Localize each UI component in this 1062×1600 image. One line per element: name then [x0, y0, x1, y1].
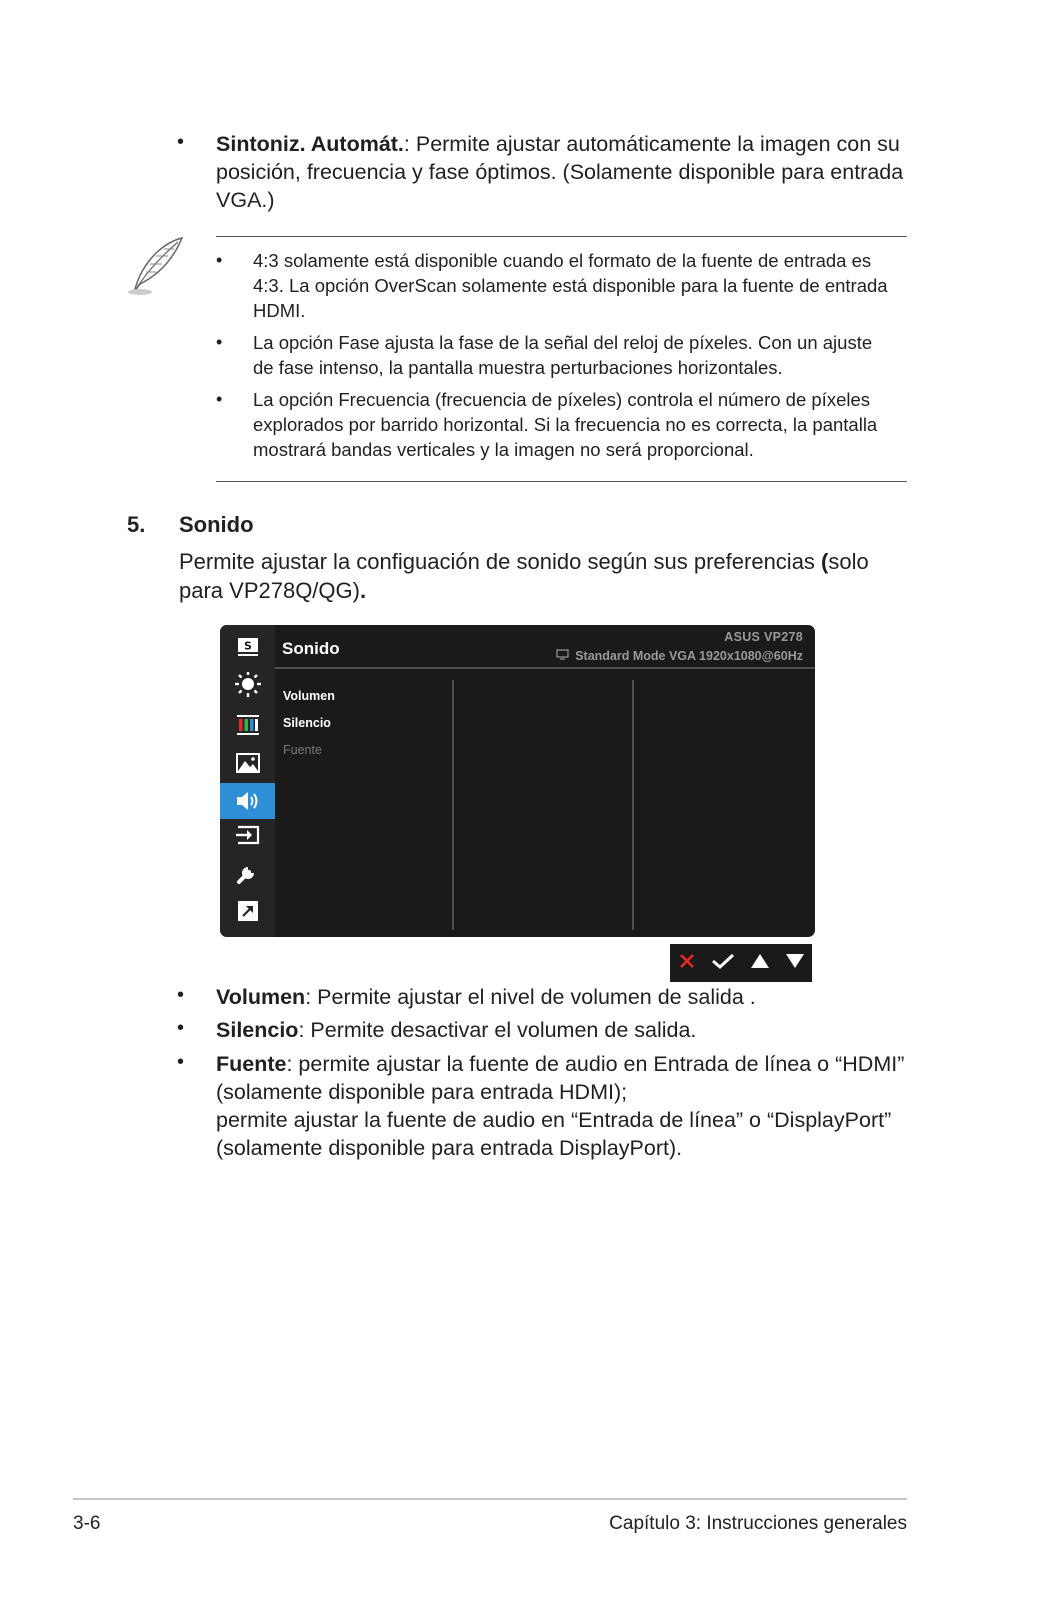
svg-text:S: S	[243, 639, 252, 653]
sound-icon[interactable]	[220, 783, 275, 819]
osd-header-divider	[275, 667, 815, 669]
bullet-volumen: Volumen: Permite ajustar el nivel de volumen de salida .	[216, 985, 756, 1009]
bullet-marker: •	[177, 984, 185, 1006]
note-2-line2: de fase intenso, la pantalla muestra perturbaciones horizontales.	[253, 357, 783, 378]
bullet-fuente-line4: (solamente disponible para entrada DisplayPort).	[216, 1136, 683, 1160]
bullet-silencio: Silencio: Permite desactivar el volumen de salida.	[216, 1018, 697, 1042]
bullet-fuente-line3: permite ajustar la fuente de audio en “Entrada de línea” o “DisplayPort”	[216, 1108, 892, 1132]
note-bullet: •	[216, 332, 223, 352]
footer-rule	[73, 1498, 907, 1500]
note-1-line3: HDMI.	[253, 300, 306, 321]
down-arrow-icon[interactable]	[785, 952, 805, 975]
chapter-title: Capítulo 3: Instrucciones generales	[609, 1513, 907, 1534]
osd-column-divider	[632, 680, 634, 930]
osd-column-divider	[452, 680, 454, 930]
note-top-rule	[216, 236, 907, 237]
intro-bullet-line1: Sintoniz. Automát.: Permite ajustar automáticamente la imagen con su	[216, 132, 900, 156]
page-number: 3-6	[73, 1513, 101, 1534]
note-bullet: •	[216, 389, 223, 409]
osd-model-name: ASUS VP278	[724, 630, 803, 644]
osd-sidebar	[220, 625, 275, 937]
input-select-icon[interactable]	[220, 817, 275, 853]
note-quill-icon	[126, 236, 188, 303]
close-icon[interactable]	[678, 952, 696, 975]
section-desc-line2: para VP278Q/QG).	[179, 578, 367, 603]
splendid-icon[interactable]	[220, 629, 275, 665]
osd-item-volumen[interactable]: Volumen	[283, 689, 335, 703]
image-icon[interactable]	[220, 745, 275, 781]
monitor-icon	[556, 649, 569, 663]
bullet-fuente-line1: Fuente: permite ajustar la fuente de audio en Entrada de línea o “HDMI”	[216, 1052, 905, 1076]
intro-bullet-line2: posición, frecuencia y fase óptimos. (Solamente disponible para entrada	[216, 160, 904, 184]
up-arrow-icon[interactable]	[750, 952, 770, 975]
check-icon[interactable]	[711, 952, 735, 975]
osd-item-silencio[interactable]: Silencio	[283, 716, 331, 730]
note-3-line3: mostrará bandas verticales y la imagen no será proporcional.	[253, 439, 754, 460]
note-1-line1: 4:3 solamente está disponible cuando el formato de la fuente de entrada es	[253, 250, 872, 271]
system-setup-icon[interactable]	[220, 855, 275, 891]
note-3-line1: La opción Frecuencia (frecuencia de píxeles) controla el número de píxeles	[253, 389, 871, 410]
section-number: 5.	[127, 512, 146, 537]
note-bullet: •	[216, 250, 223, 270]
osd-key-bar	[670, 944, 812, 982]
osd-title: Sonido	[282, 639, 340, 658]
note-3-line2: explorados por barrido horizontal. Si la frecuencia no es correcta, la pantalla	[253, 414, 878, 435]
intro-bullet-line3: VGA.)	[216, 188, 275, 212]
shortcut-icon[interactable]	[220, 893, 275, 929]
section-title: Sonido	[179, 512, 254, 537]
osd-item-fuente[interactable]: Fuente	[283, 743, 322, 757]
bullet-marker: •	[177, 131, 185, 153]
bullet-fuente-line2: (solamente disponible para entrada HDMI);	[216, 1080, 628, 1104]
osd-status-bar	[556, 649, 803, 663]
color-icon[interactable]	[220, 707, 275, 743]
brightness-icon[interactable]	[220, 667, 275, 703]
note-bottom-rule	[216, 481, 907, 482]
bullet-marker: •	[177, 1017, 185, 1039]
note-1-line2: 4:3. La opción OverScan solamente está disponible para la fuente de entrada	[253, 275, 888, 296]
bullet-marker: •	[177, 1051, 185, 1073]
note-2-line1: La opción Fase ajusta la fase de la señal del reloj de píxeles. Con un ajuste	[253, 332, 873, 353]
osd-status-text: Standard Mode VGA 1920x1080@60Hz	[575, 649, 803, 663]
osd-menu	[220, 625, 815, 937]
section-desc-line1: Permite ajustar la configuación de sonido según sus preferencias (solo	[179, 549, 869, 574]
